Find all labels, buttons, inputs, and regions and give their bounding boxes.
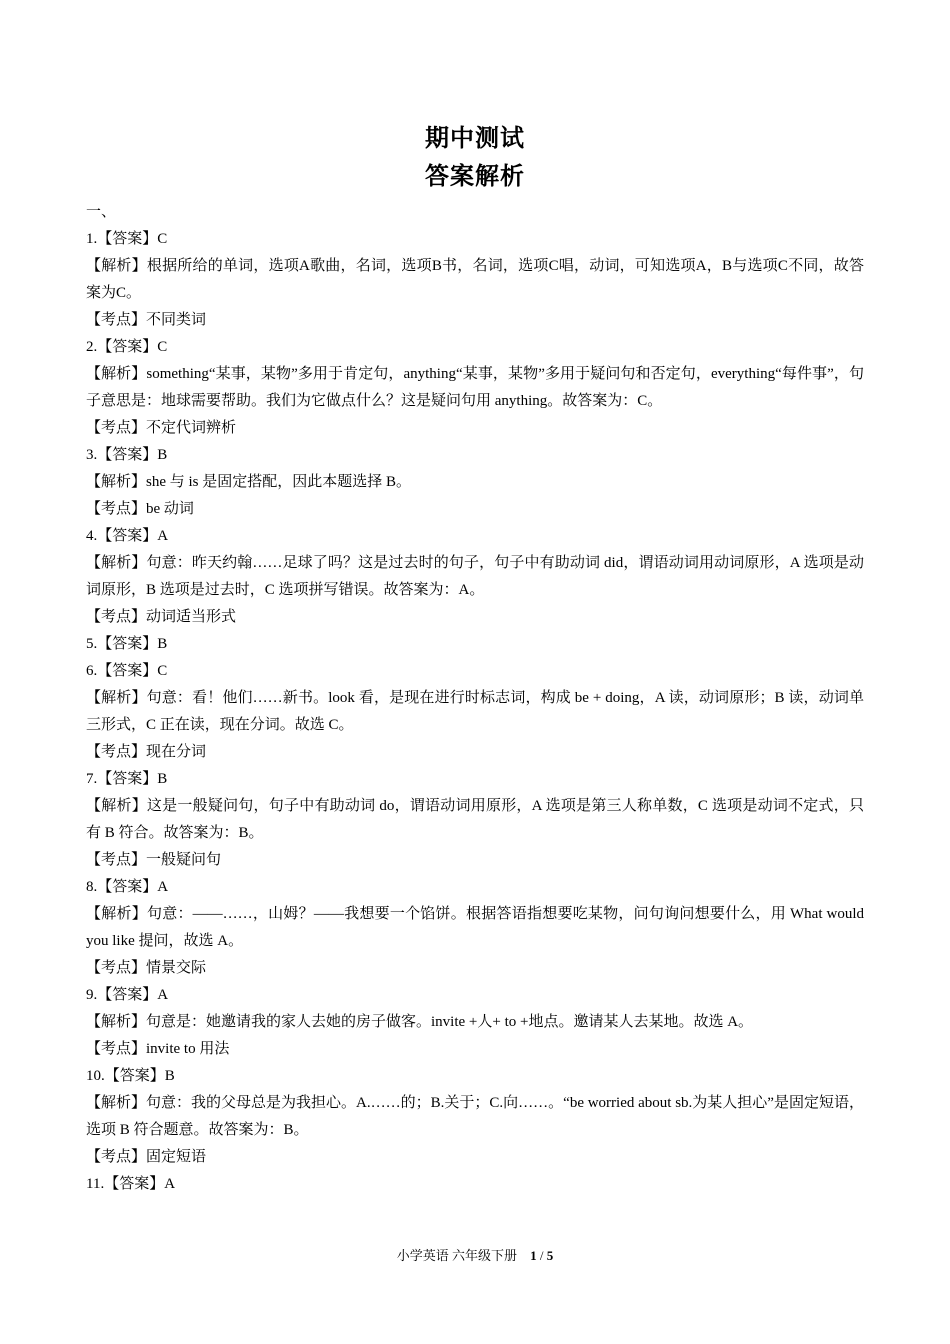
analysis-paragraph [86,253,864,307]
key-point-text: 固定短语 [146,1149,207,1165]
answer-tag: 【答案】 [97,339,158,355]
section-label: 一、 [86,204,117,220]
key-point-text: 现在分词 [146,744,207,760]
key-point-text: 情景交际 [146,960,207,976]
question-number: 4. [86,528,98,544]
answer-item [86,766,864,874]
key-point-tag: 【考点】 [86,609,147,625]
page-subtitle: 答案解析 [425,162,525,190]
answer-line [86,631,864,658]
answer-tag: 【答案】 [104,1068,165,1084]
answer-value: C [157,339,168,355]
analysis-tag: 【解析】 [86,474,147,490]
question-number: 7. [86,771,98,787]
answer-value: B [157,636,168,652]
answer-value: B [164,1068,175,1084]
answer-line [86,766,864,793]
answer-item [86,1063,864,1171]
analysis-text: 句意：昨天约翰……足球了吗？这是过去时的句子，句子中有助动词 did，谓语动词用动词原形，A 选项是动词原形，B 选项是过去时，C 选项拼写错误。故答案为：A。 [86,555,864,598]
analysis-text: 句意：——……，山姆？——我想要一个馅饼。根据答语指想要吃某物，问句询问想要什么，用 What would you like 提问，故选 A。 [86,906,864,949]
analysis-text: 句意是：她邀请我的家人去她的房子做客。invite +人+ to +地点。邀请某人去某地。故选 A。 [146,1014,754,1030]
analysis-tag: 【解析】 [86,555,147,571]
answer-line [86,982,864,1009]
key-point-line [86,604,864,631]
answer-value: A [164,1176,176,1192]
analysis-paragraph [86,1009,864,1036]
key-point-tag: 【考点】 [86,960,147,976]
answer-value: C [157,663,168,679]
key-point-text: be 动词 [146,501,194,517]
key-point-line [86,496,864,523]
question-number: 10. [86,1068,105,1084]
analysis-text: 句意：看！他们……新书。look 看，是现在进行时标志词，构成 be + doing，A 读，动词原形；B 读，动词单三形式，C 正在读，现在分词。故选 C。 [86,690,864,733]
analysis-paragraph [86,901,864,955]
question-number: 11. [86,1176,105,1192]
key-point-line [86,739,864,766]
analysis-tag: 【解析】 [86,906,147,922]
analysis-tag: 【解析】 [86,1095,147,1111]
answer-tag: 【答案】 [97,879,158,895]
answer-value: A [157,528,169,544]
answer-tag: 【答案】 [97,447,158,463]
analysis-text: she 与 is 是固定搭配，因此本题选择 B。 [146,474,412,490]
answer-item [86,982,864,1063]
answer-content [86,199,864,1198]
analysis-text: 句意：我的父母总是为我担心。A.……的；B.关于；C.向……。“be worried about sb.为某人担心”是固定短语，选项 B 符合题意。故答案为：B。 [86,1095,864,1138]
analysis-text: 这是一般疑问句，句子中有助动词 do，谓语动词用原形，A 选项是第三人称单数，C 选项是动词不定式，只有 B 符合。故答案为：B。 [86,798,864,841]
answer-item [86,874,864,982]
key-point-tag: 【考点】 [86,744,147,760]
key-point-line [86,847,864,874]
analysis-paragraph [86,469,864,496]
answer-line [86,226,864,253]
key-point-line [86,415,864,442]
analysis-tag: 【解析】 [86,366,147,382]
answer-tag: 【答案】 [97,663,158,679]
answer-value: B [157,771,168,787]
answer-line [86,442,864,469]
answer-item [86,1171,864,1198]
footer-separator: / [539,1248,544,1263]
analysis-paragraph [86,685,864,739]
footer-subject: 小学英语 六年级下册 [396,1248,518,1263]
key-point-tag: 【考点】 [86,852,147,868]
page-footer [0,1245,950,1264]
question-number: 6. [86,663,98,679]
footer-page-total: 5 [546,1248,554,1263]
key-point-text: 一般疑问句 [146,852,222,868]
answer-value: A [157,987,169,1003]
key-point-tag: 【考点】 [86,1149,147,1165]
question-number: 9. [86,987,98,1003]
answer-item [86,334,864,442]
analysis-text: something“某事，某物”多用于肯定句，anything“某事，某物”多用于疑问句和否定句，everything“每件事”，句子意思是：地球需要帮助。我们为它做点什么？这是疑问句用 anything。故答案为：C。 [86,366,864,409]
answer-tag: 【答案】 [97,528,158,544]
answer-tag: 【答案】 [97,636,158,652]
answer-item [86,226,864,334]
answer-tag: 【答案】 [104,1176,165,1192]
analysis-tag: 【解析】 [86,798,147,814]
answer-line [86,334,864,361]
page-title: 期中测试 [425,124,525,152]
question-number: 5. [86,636,98,652]
answer-item [86,658,864,766]
key-point-tag: 【考点】 [86,1041,147,1057]
answer-item [86,442,864,523]
key-point-text: invite to 用法 [146,1041,230,1057]
key-point-line [86,1144,864,1171]
answer-item [86,631,864,658]
footer-page-current: 1 [530,1248,537,1263]
key-point-tag: 【考点】 [86,312,147,328]
answer-value: B [157,447,168,463]
answer-tag: 【答案】 [97,987,158,1003]
key-point-line [86,1036,864,1063]
answer-line [86,1171,864,1198]
key-point-tag: 【考点】 [86,501,147,517]
analysis-paragraph [86,793,864,847]
key-point-text: 不同类词 [146,312,207,328]
analysis-text: 根据所给的单词，选项A歌曲，名词，选项B书，名词，选项C唱，动词，可知选项A，B与选项C不同，故答案为C。 [86,258,864,301]
key-point-tag: 【考点】 [86,420,147,436]
answer-tag: 【答案】 [97,231,158,247]
answer-value: C [157,231,168,247]
key-point-line [86,307,864,334]
answer-value: A [157,879,169,895]
question-number: 1. [86,231,98,247]
answer-item [86,523,864,631]
answer-line [86,523,864,550]
key-point-text: 不定代词辨析 [146,420,237,436]
key-point-text: 动词适当形式 [146,609,237,625]
question-number: 3. [86,447,98,463]
question-number: 2. [86,339,98,355]
analysis-tag: 【解析】 [86,1014,147,1030]
answer-list [86,226,864,1198]
answer-tag: 【答案】 [97,771,158,787]
analysis-paragraph [86,1090,864,1144]
answer-line [86,1063,864,1090]
answer-line [86,658,864,685]
analysis-tag: 【解析】 [86,258,147,274]
analysis-tag: 【解析】 [86,690,147,706]
analysis-paragraph [86,550,864,604]
analysis-paragraph [86,361,864,415]
key-point-line [86,955,864,982]
answer-line [86,874,864,901]
question-number: 8. [86,879,98,895]
